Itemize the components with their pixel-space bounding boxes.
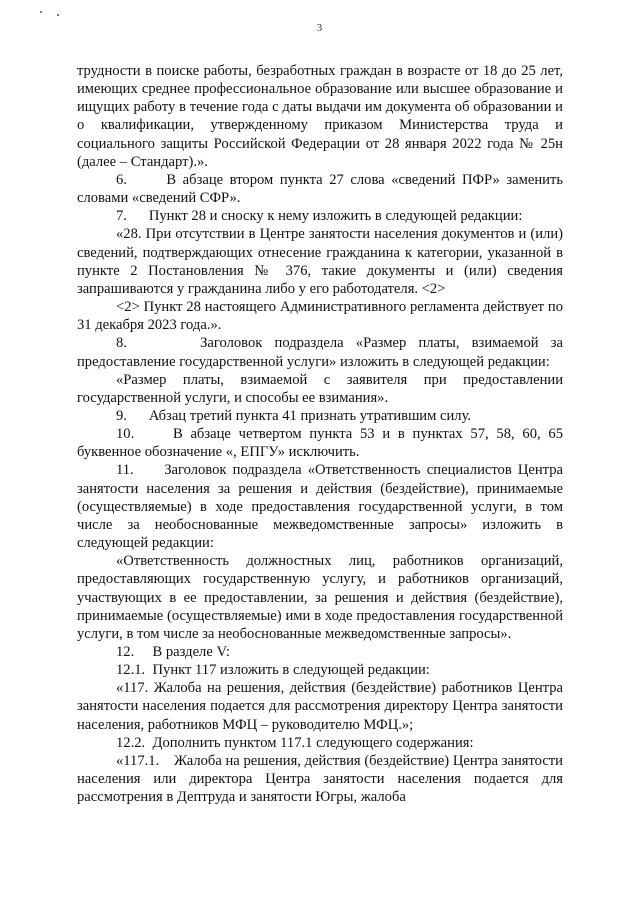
scan-artifact-dot [40,11,42,13]
paragraph: «117. Жалоба на решения, действия (бездействие) работников Центра занятости населения подается для рассмотрения директору Центра занятости населения, работников МФЦ – руководителю МФЦ.»; [77,680,563,733]
paragraph: 12.1. Пункт 117 изложить в следующей редакции: [116,662,430,679]
paragraph: трудности в поиске работы, безработных граждан в возрасте от 18 до 25 лет, имеющих среднее профессиональное образование или высшее образование и ищущих работу в течение года с даты выдачи им документа об образовании и о квалификации, утвержденному приказом Министерства труда и социального защиты Российской Федерации от 28 января 2022 года № 25н (далее – Стандарт).». [77,63,563,170]
paragraph: 10. В абзаце четвертом пункта 53 и в пунктах 57, 58, 60, 65 буквенное обозначение «, ЕПГУ» исключить. [77,426,563,461]
paragraph: <2> Пункт 28 настоящего Административного регламента действует по 31 декабря 2023 года.». [77,299,563,334]
paragraph: 7. Пункт 28 и сноску к нему изложить в следующей редакции: [116,208,523,225]
paragraph: 12. В разделе V: [116,644,230,660]
scan-artifact-dot [57,14,59,16]
paragraph: 6. В абзаце втором пункта 27 слова «сведений ПФР» заменить словами «сведений СФР». [77,171,563,207]
paragraph: 11. Заголовок подраздела «Ответственность специалистов Центра занятости населения за решения и действия (бездействие), принимаемые (осуществляемые) в ходе предоставления государственной услуги, в том числе за необоснованные межведомственные запросы» изложить в следующей редакции: [77,462,563,552]
paragraph: «Ответственность должностных лиц, работников организаций, предоставляющих государственную услугу, и работников организаций, участвующих в ее предоставлении, за решения и действия (бездействие), принимаемые (осуществляемые) ими в ходе предоставления государственной услуги, в том числе за необоснованные межведомственные запросы». [77,553,563,642]
page-number: 3 [316,22,323,34]
paragraph: 12.2. Дополнить пунктом 117.1 следующего содержания: [116,734,474,751]
document-body [77,62,563,806]
paragraph: 9. Абзац третий пункта 41 признать утратившим силу. [116,407,472,424]
paragraph: 8. Заголовок подраздела «Размер платы, взимаемой за предоставление государственной услуги» изложить в следующей редакции: [77,335,563,370]
paragraph: «Размер платы, взимаемой с заявителя при предоставлении государственной услуги, и способы ее взимания». [77,371,563,406]
paragraph: «28. При отсутствии в Центре занятости населения документов и (или) сведений, подтверждающих отнесение гражданина к категории, указанной в пункте 2 Постановления № 376, такие документы и (или) сведения запрашиваются у гражданина либо у его работодателя. <2> [77,226,563,297]
paragraph: «117.1. Жалоба на решения, действия (бездействие) Центра занятости населения или директора Центра занятости населения подается для рассмотрения в Дептруда и занятости Югры, жалоба [77,752,563,806]
